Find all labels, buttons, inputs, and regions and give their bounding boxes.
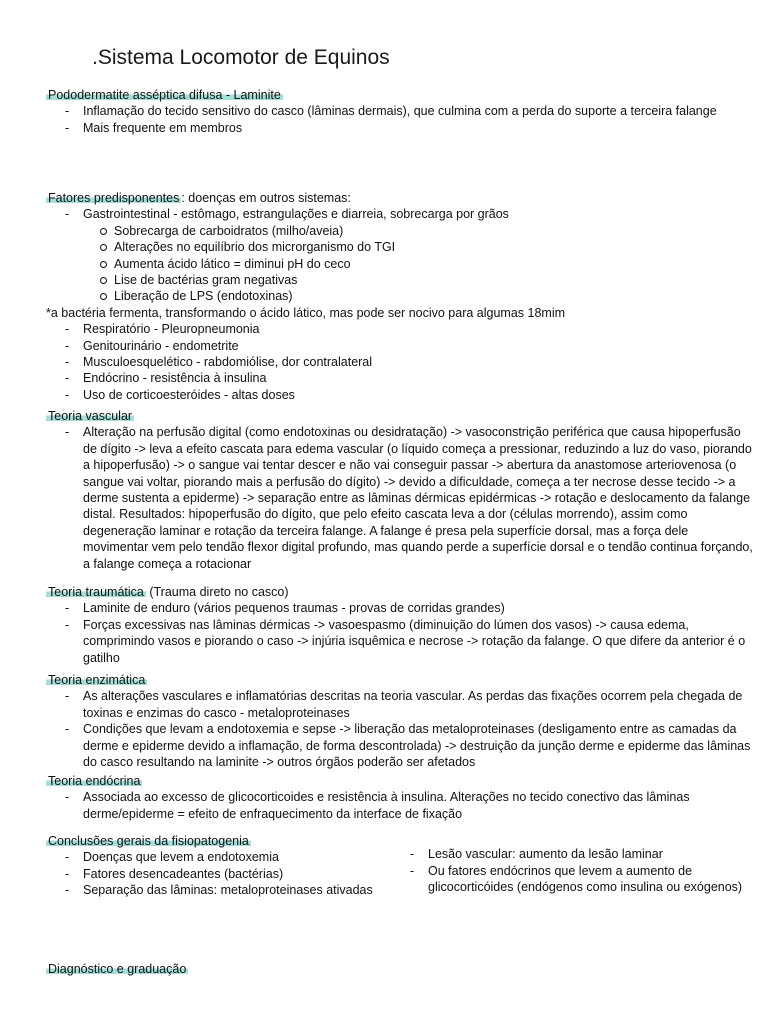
list-item: - Laminite de enduro (vários pequenos traumas - provas de corridas grandes) [46,600,756,616]
list-item: - Condições que levam a endotoxemia e sepse -> liberação das metaloproteinases (desligamento entre as camadas da derme e epiderme devido a inflamação, de forma descontrolada) -> destruição da junção derme e epiderme das lâminas do casco resultando na laminite -> outros órgãos poderão ser afetados [46,721,756,770]
list-item: Lise de bactérias gram negativas [46,272,756,288]
list-item: - Fatores desencadeantes (bactérias) [46,866,391,882]
section-teoria-endocrina [46,773,756,822]
list-item: - Lesão vascular: aumento da lesão laminar [391,846,756,862]
section-conclusoes-gerais [46,833,756,899]
bullet-list [46,424,756,572]
list-item: - Mais frequente em membros [46,120,756,136]
list-item: - As alterações vasculares e inflamatórias descritas na teoria vascular. As perdas das fixações ocorrem pela chegada de toxinas e enzimas do casco - metaloproteinases [46,688,756,721]
list-item: - Inflamação do tecido sensitivo do casco (lâminas dermais), que culmina com a perda do suporte a terceira falange [46,103,756,119]
bullet-list [46,789,756,822]
section-heading: Diagnóstico e graduação [48,962,187,976]
section-teoria-vascular [46,408,756,572]
left-column-list [46,849,391,898]
right-column-list [391,846,756,895]
section-heading: Pododermatite asséptica difusa - Laminite [48,88,281,102]
list-item: Liberação de LPS (endotoxinas) [46,288,756,304]
list-item: - Musculoesquelético - rabdomiólise, dor contralateral [46,354,756,370]
list-item: - Ou fatores endócrinos que levem a aumento de glicocorticóides (endógenos como insulina ou exógenos) [391,863,756,896]
bullet-list [46,206,756,222]
bullet-list [46,321,756,403]
section-heading: Teoria vascular [48,409,133,423]
section-heading: Conclusões gerais da fisiopatogenia [48,834,249,848]
list-item: - Forças excessivas nas lâminas dérmicas -> vasoespasmo (diminuição do lúmen dos vasos) -> causa edema, comprimindo vasos e piorando o caso -> injúria isquêmica e necrose -> rotação da falange. O que difere da anterior é o gatilho [46,617,756,666]
list-item: - Separação das lâminas: metaloproteinases ativadas [46,882,391,898]
sub-bullet-list [46,223,756,305]
section-heading: Teoria enzimática [48,673,146,687]
list-item: Aumenta ácido lático = diminui pH do ceco [46,256,756,272]
footnote: *a bactéria fermenta, transformando o ácido lático, mas pode ser nocivo para algumas 18mim [46,305,566,320]
page-title: .Sistema Locomotor de Equinos [92,46,390,69]
list-item: - Gastrointestinal - estômago, estrangulações e diarreia, sobrecarga por grãos [46,206,756,222]
bullet-list [46,103,756,136]
section-diagnostico [46,961,756,977]
list-item: - Endócrino - resistência à insulina [46,370,756,386]
list-item: - Associada ao excesso de glicocorticoides e resistência à insulina. Alterações no tecido conectivo das lâminas derme/epiderme = efeito de enfraquecimento da interface de fixação [46,789,756,822]
section-teoria-traumatica [46,584,756,666]
list-item: - Respiratório - Pleuropneumonia [46,321,756,337]
section-fatores-predisponentes [46,190,756,403]
section-laminite [46,87,756,136]
list-item: - Doenças que levem a endotoxemia [46,849,391,865]
section-heading: Fatores predisponentes : doenças em outros sistemas: [48,191,351,205]
list-item: Alterações no equilíbrio dos microrganismo do TGI [46,239,756,255]
bullet-list [46,688,756,770]
list-item: - Uso de corticoesteróides - altas doses [46,387,756,403]
section-heading: Teoria endócrina [48,774,141,788]
section-teoria-enzimatica [46,672,756,770]
list-item: - Alteração na perfusão digital (como endotoxinas ou desidratação) -> vasoconstrição periférica que causa hipoperfusão de dígito -> leva a efeito cascata para edema vascular (o líquido começa a pressionar, reduzindo a luz do vaso, piorando a hipoperfusão) -> o sangue vai tentar descer e não vai conseguir passar -> abertura da anastomose arteriovenosa (o sangue vai voltar, piorando mais a perfusão do dígito) -> devido a dificuldade, começa a ter necrose desse tecido -> a derme sustenta a epiderme) -> separação entre as lâminas dérmicas epidérmicas -> rotação e deslocamento da falange distal. Resultados: hipoperfusão do dígito, que pelo efeito cascata leva a dor (células morrendo), assim como degeneração laminar e rotação da terceira falange. A falange é presa pela superfície dorsal, mas a força dele movimentar vem pelo tendão flexor digital profundo, mas quando perde a superfície dorsal e o tendão continua forçando, a falange começa a rotacionar [46,424,756,572]
bullet-list [46,600,756,666]
list-item: Sobrecarga de carboidratos (milho/aveia) [46,223,756,239]
section-heading: Teoria traumática (Trauma direto no casco) [48,585,289,599]
two-column-list [46,849,756,898]
list-item: - Genitourinário - endometrite [46,338,756,354]
